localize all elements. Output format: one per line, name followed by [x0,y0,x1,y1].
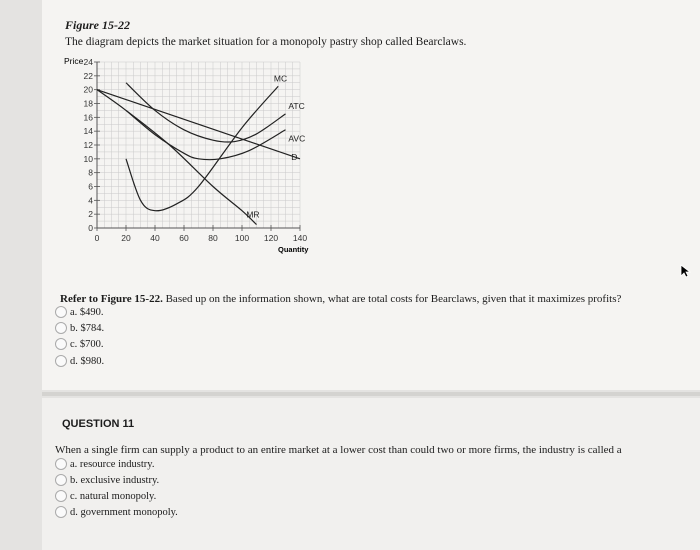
radio-button[interactable] [55,490,67,502]
q11-option-b[interactable] [55,474,159,486]
y-axis-label: Price [64,56,84,66]
mr-label: MR [246,209,260,220]
d-label: D [291,152,298,163]
option-label: d. $980. [70,355,105,367]
question-11-text: When a single firm can supply a product to an entire market at a lower cost than could two or more firms, the industry is called a [55,444,622,456]
question-10-text [60,293,621,305]
radio-button[interactable] [55,322,67,334]
q10-option-d[interactable] [55,355,104,367]
figure-title: Figure 15-22 [65,18,131,32]
x-tick-label: 140 [292,233,308,243]
radio-button[interactable] [55,355,67,367]
x-tick-label: 40 [150,233,160,243]
x-tick-label: 120 [263,233,279,243]
option-label: d. government monopoly. [70,506,178,518]
x-tick-label: 0 [94,233,100,243]
x-tick-label: 80 [208,233,218,243]
q10-option-c[interactable] [55,338,104,350]
y-tick-label: 24 [83,57,93,67]
radio-button[interactable] [55,458,67,470]
chart-grid [97,62,300,228]
y-tick-label: 10 [83,153,93,164]
y-tick-label: 22 [83,70,93,81]
x-axis-label: Quantity [278,245,309,254]
mouse-pointer-icon [680,264,692,278]
y-tick-label: 16 [83,112,93,123]
y-tick-label: 2 [88,209,93,220]
y-tick-label: 20 [83,84,93,95]
option-label: a. $490. [70,306,104,318]
y-tick-label: 0 [88,223,93,233]
monopoly-chart [60,52,320,262]
option-label: c. natural monopoly. [70,490,157,502]
figure-description: The diagram depicts the market situation for a monopoly pastry shop called Bearclaws. [65,36,467,48]
option-label: a. resource industry. [70,458,155,470]
radio-button[interactable] [55,474,67,486]
radio-button[interactable] [55,306,67,318]
y-tick-label: 4 [88,195,93,206]
q11-option-d[interactable] [55,506,178,518]
mc-label: MC [273,73,288,84]
x-tick-label: 20 [121,233,131,243]
y-tick-label: 6 [88,181,93,192]
question-10-body: Based up on the information shown, what are total costs for Bearclaws, given that it maximizes profits? [162,293,622,305]
option-label: b. $784. [70,322,105,334]
question-divider [42,392,700,396]
radio-button[interactable] [55,338,67,350]
question-11-heading: QUESTION 11 [62,418,135,430]
chart-curves [97,73,305,224]
q11-option-c[interactable] [55,490,156,502]
y-tick-label: 8 [88,167,93,178]
option-label: c. $700. [70,338,104,350]
x-tick-label: 100 [234,233,250,243]
option-label: b. exclusive industry. [70,474,160,486]
atc-label: ATC [288,101,305,112]
q10-option-b[interactable] [55,322,104,334]
y-tick-label: 14 [83,126,93,137]
x-tick-label: 60 [179,233,189,243]
q11-option-a[interactable] [55,458,154,470]
y-tick-label: 18 [83,98,93,109]
y-tick-label: 12 [83,140,93,150]
avc-label: AVC [288,133,306,144]
radio-button[interactable] [55,506,67,518]
q10-option-a[interactable] [55,306,104,318]
question-10-ref: Refer to Figure 15-22. [60,293,163,305]
